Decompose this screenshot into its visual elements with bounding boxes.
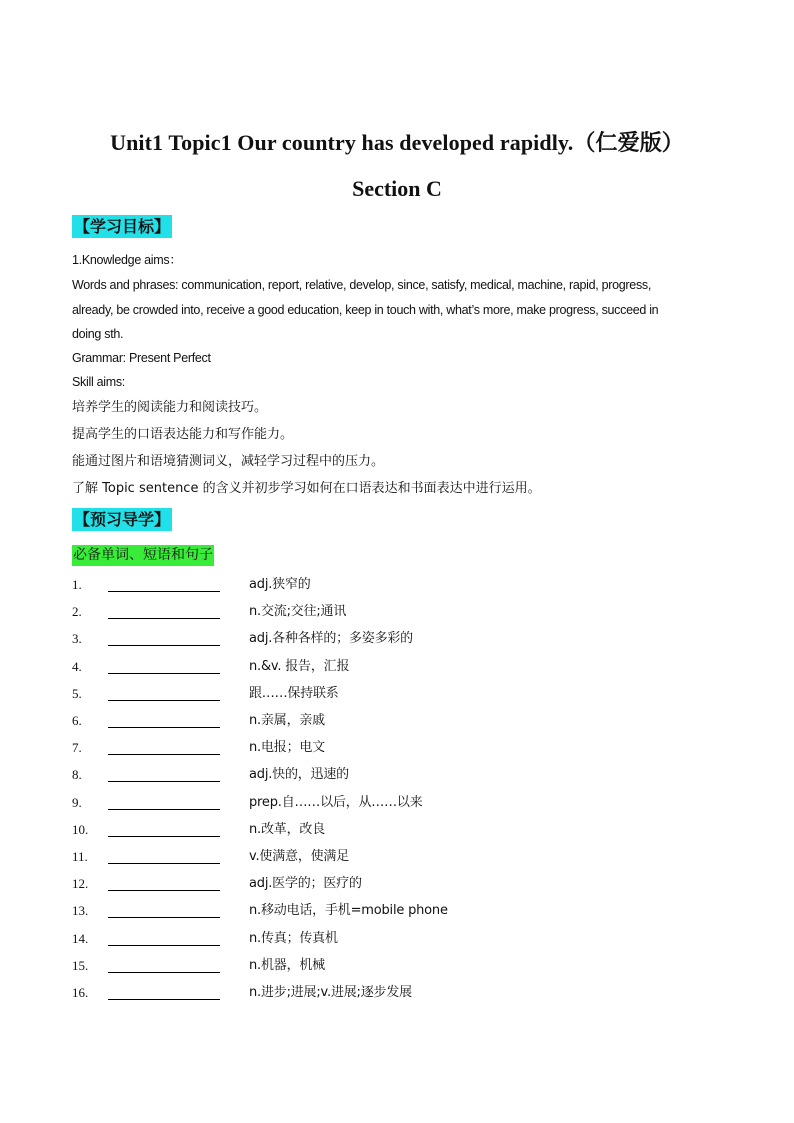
answer-blank[interactable] (108, 700, 220, 701)
vocab-subheading: 必备单词、短语和句子 (72, 545, 214, 566)
skill-item: 提高学生的口语表达能力和写作能力。 (72, 427, 294, 442)
skill-item: 能通过图片和语境猜测词义，减轻学习过程中的压力。 (72, 454, 385, 469)
vocab-number: 2. (72, 604, 82, 620)
vocab-number: 1. (72, 577, 82, 592)
vocab-meaning: n.进步;进展;v.进展;逐步发展 (249, 985, 412, 1000)
vocab-number: 11. (72, 849, 88, 864)
skill-aims: Skill aims: (72, 375, 125, 389)
answer-blank[interactable] (108, 945, 220, 946)
vocab-meaning: n.机器，机械 (249, 957, 325, 973)
answer-blank[interactable] (108, 917, 220, 918)
vocab-meaning: n.电报；电文 (249, 740, 325, 756)
words-phrases-line-3: doing sth. (72, 327, 124, 341)
vocab-meaning: adj.狭窄的 (249, 577, 311, 592)
answer-blank[interactable] (108, 781, 220, 782)
vocab-meaning: v.使满意，使满足 (249, 849, 350, 864)
knowledge-aims: 1.Knowledge aims： (72, 253, 182, 267)
vocab-item (0, 874, 794, 894)
vocab-number: 13. (72, 903, 89, 919)
words-phrases-line-2: already, be crowded into, receive a good education, keep in touch with, what’s more, make progress, succeed in (72, 303, 659, 317)
vocab-item (0, 684, 794, 704)
vocab-item (0, 738, 794, 758)
vocab-item (0, 765, 794, 785)
vocab-item (0, 956, 794, 976)
skill-item: 培养学生的阅读能力和阅读技巧。 (72, 400, 268, 415)
vocab-number: 7. (72, 740, 82, 756)
vocab-meaning: adj.各种各样的；多姿多彩的 (249, 631, 413, 647)
vocab-meaning: n.移动电话，手机=mobile phone (249, 903, 448, 919)
vocab-number: 6. (72, 713, 82, 728)
vocab-meaning: n.传真；传真机 (249, 930, 338, 946)
answer-blank[interactable] (108, 673, 220, 674)
vocab-meaning: adj.快的，迅速的 (249, 767, 349, 783)
vocab-number: 4. (72, 658, 82, 674)
vocab-number: 14. (72, 930, 89, 946)
vocab-number: 15. (72, 957, 89, 973)
vocab-number: 10. (72, 821, 89, 837)
vocab-number: 16. (72, 985, 89, 1000)
vocab-meaning: 跟……保持联系 (249, 685, 339, 701)
answer-blank[interactable] (108, 727, 220, 728)
answer-blank[interactable] (108, 809, 220, 810)
vocab-item (0, 629, 794, 649)
vocab-meaning: n.交流;交往;通讯 (249, 604, 347, 620)
answer-blank[interactable] (108, 618, 220, 619)
vocab-item (0, 901, 794, 921)
vocab-number: 3. (72, 631, 82, 647)
page-title: Unit1 Topic1 Our country has developed rapidly.（仁爱版） (110, 130, 684, 155)
vocab-number: 9. (72, 794, 82, 810)
vocab-meaning: n.亲属，亲戚 (249, 713, 325, 728)
objectives-heading: 【学习目标】 (74, 217, 171, 236)
answer-blank[interactable] (108, 591, 220, 592)
vocab-item (0, 575, 794, 595)
vocab-item (0, 929, 794, 949)
vocab-meaning: n.改革，改良 (249, 821, 325, 837)
vocab-meaning: adj.医学的；医疗的 (249, 876, 362, 892)
vocab-item (0, 793, 794, 813)
words-phrases-line-1: Words and phrases: communication, report, relative, develop, since, satisfy, medical, machine, rapid, progress, (72, 278, 652, 292)
vocab-item (0, 602, 794, 622)
answer-blank[interactable] (108, 890, 220, 891)
answer-blank[interactable] (108, 836, 220, 837)
grammar-aim: Grammar: Present Perfect (72, 351, 211, 365)
vocab-item (0, 657, 794, 677)
vocab-item (0, 983, 794, 1003)
vocab-number: 8. (72, 767, 82, 783)
answer-blank[interactable] (108, 999, 220, 1000)
skill-item: 了解 Topic sentence 的含义并初步学习如何在口语表达和书面表达中进行运用。 (72, 481, 541, 496)
vocab-item (0, 820, 794, 840)
vocab-item (0, 847, 794, 867)
answer-blank[interactable] (108, 645, 220, 646)
vocab-number: 12. (72, 876, 89, 892)
section-title: Section C (352, 176, 442, 201)
vocab-item (0, 711, 794, 731)
vocab-meaning: prep.自……以后，从……以来 (249, 794, 423, 810)
answer-blank[interactable] (108, 863, 220, 864)
preview-heading: 【预习导学】 (74, 510, 171, 529)
answer-blank[interactable] (108, 972, 220, 973)
vocab-meaning: n.&v. 报告，汇报 (249, 658, 350, 674)
answer-blank[interactable] (108, 754, 220, 755)
vocab-number: 5. (72, 685, 82, 701)
